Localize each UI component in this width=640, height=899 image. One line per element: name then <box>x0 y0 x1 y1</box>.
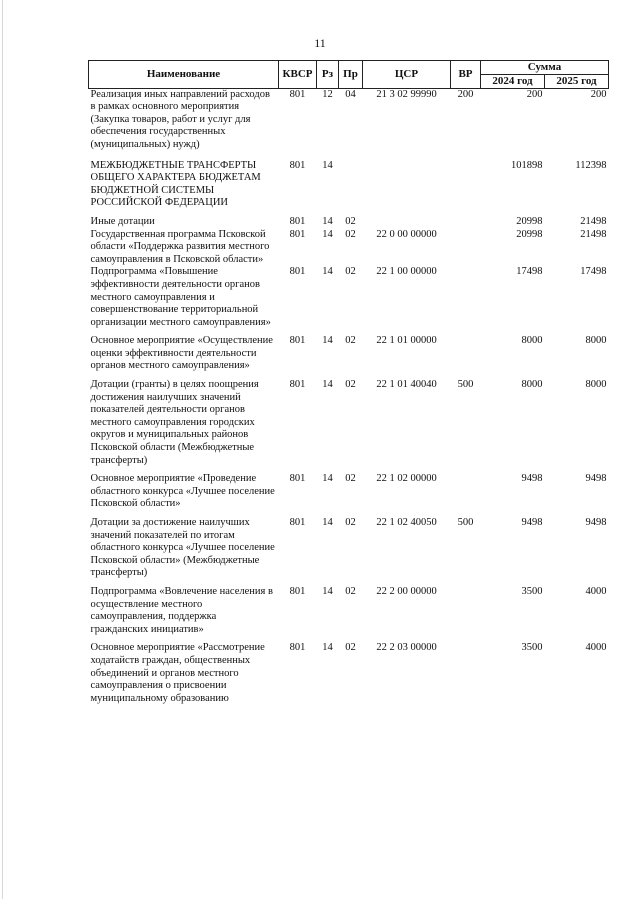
cell-rz: 14 <box>322 228 333 240</box>
cell-kvsr: 801 <box>289 335 306 347</box>
budget-table <box>88 60 609 705</box>
cell-pr: 02 <box>345 517 356 528</box>
cell-pr: 04 <box>345 88 356 100</box>
cell-csr: 21 3 02 99990 <box>376 88 437 100</box>
cell-vr <box>451 586 481 642</box>
cell-csr: 22 2 03 00000 <box>376 642 437 654</box>
cell-vr <box>451 335 481 379</box>
cell-name: Иные дотации <box>90 215 155 227</box>
table-row <box>89 586 609 642</box>
cell-2024: 9498 <box>521 473 543 485</box>
table-body <box>89 88 609 705</box>
cell-csr: 22 1 02 00000 <box>376 473 437 485</box>
cell-csr <box>363 216 451 229</box>
table-row <box>89 473 609 517</box>
cell-name: Основное мероприятие «Осуществление оценки эффективности деятельности органов местного самоуправления» <box>90 335 273 372</box>
cell-vr <box>451 229 481 267</box>
cell-2025: 112398 <box>575 159 607 171</box>
cell-name: Подпрограмма «Повышение эффективности деятельности органов местного самоуправления и совершенствование территориальной организации местного самоуправления» <box>90 266 271 328</box>
cell-kvsr: 801 <box>289 88 306 100</box>
cell-2024: 17498 <box>516 266 543 278</box>
header-sum: Сумма <box>481 61 609 75</box>
cell-pr: 02 <box>345 473 356 485</box>
cell-2025: 9498 <box>585 517 607 528</box>
cell-kvsr: 801 <box>289 159 306 171</box>
cell-pr: 02 <box>345 215 356 227</box>
cell-csr: 22 1 01 00000 <box>376 335 437 347</box>
cell-pr: 02 <box>345 266 356 278</box>
cell-2024: 3500 <box>521 585 543 597</box>
cell-name: Подпрограмма «Вовлечение населения в осуществление местного самоуправления, поддержка гражданских инициатив» <box>90 585 273 635</box>
header-pr: Пр <box>339 61 363 89</box>
header-kvsr: КВСР <box>279 61 317 89</box>
cell-2025: 8000 <box>585 379 607 391</box>
cell-kvsr: 801 <box>289 473 306 485</box>
cell-pr: 02 <box>345 585 356 597</box>
table-row <box>89 216 609 229</box>
header-year-2024: 2024 год <box>481 74 545 88</box>
cell-pr: 02 <box>345 335 356 347</box>
table-row <box>89 642 609 705</box>
header-year-2025: 2025 год <box>545 74 609 88</box>
page-number: 11 <box>314 36 326 50</box>
cell-2025: 9498 <box>585 473 607 485</box>
cell-rz: 12 <box>322 88 333 100</box>
cell-rz: 14 <box>322 335 333 347</box>
table-row <box>89 517 609 586</box>
header-vr: ВР <box>451 61 481 89</box>
cell-kvsr: 801 <box>289 215 306 227</box>
header-csr: ЦСР <box>363 61 451 89</box>
cell-vr <box>451 160 481 216</box>
cell-csr: 22 1 00 00000 <box>376 266 437 278</box>
cell-vr: 500 <box>457 517 474 528</box>
cell-rz: 14 <box>322 266 333 278</box>
cell-2025: 21498 <box>580 215 607 227</box>
cell-2024: 200 <box>526 88 543 100</box>
cell-rz: 14 <box>322 215 333 227</box>
cell-name: Основное мероприятие «Рассмотрение ходатайств граждан, общественных объединений и органов местного самоуправления о присвоении муниципальному образованию <box>90 642 265 704</box>
cell-2025: 4000 <box>585 642 607 654</box>
table-row <box>89 229 609 267</box>
cell-rz: 14 <box>322 642 333 654</box>
cell-name: МЕЖБЮДЖЕТНЫЕ ТРАНСФЕРТЫ ОБЩЕГО ХАРАКТЕРА БЮДЖЕТАМ БЮДЖЕТНОЙ СИСТЕМЫ РОССИЙСКОЙ ФЕДЕРАЦИИ <box>90 159 261 209</box>
cell-2025: 17498 <box>580 266 607 278</box>
cell-2025: 21498 <box>580 228 607 240</box>
cell-kvsr: 801 <box>289 379 306 391</box>
table-row <box>89 160 609 216</box>
cell-pr <box>339 160 363 216</box>
cell-name: Дотации (гранты) в целях поощрения достижения наилучших значений показателей деятельности органов местного самоуправления городских округов и муниципальных районов Псковской области (Межбюджетные трансферты) <box>90 379 259 466</box>
cell-name: Дотации за достижение наилучших значений показателей по итогам областного конкурса «Лучшее поселение Псковской области» (Межбюджетные трансферты) <box>90 517 275 579</box>
cell-name: Государственная программа Псковской области «Поддержка развития местного самоуправления в Псковской области» <box>90 228 270 265</box>
cell-2024: 20998 <box>516 215 543 227</box>
cell-pr: 02 <box>345 379 356 391</box>
cell-2024: 8000 <box>521 379 543 391</box>
cell-vr <box>451 473 481 517</box>
cell-2024: 3500 <box>521 642 543 654</box>
header-rz: Рз <box>317 61 339 89</box>
table-row <box>89 335 609 379</box>
cell-rz: 14 <box>322 159 333 171</box>
cell-csr: 22 2 00 00000 <box>376 585 437 597</box>
table-row <box>89 88 609 159</box>
cell-kvsr: 801 <box>289 585 306 597</box>
cell-rz: 14 <box>322 379 333 391</box>
cell-vr <box>451 642 481 705</box>
cell-2024: 8000 <box>521 335 543 347</box>
cell-2025: 200 <box>590 88 607 100</box>
cell-vr: 200 <box>457 88 474 100</box>
cell-name: Основное мероприятие «Проведение областного конкурса «Лучшее поселение Псковской области» <box>90 473 275 510</box>
cell-name: Реализация иных направлений расходов в рамках основного мероприятия (Закупка товаров, работ и услуг для обеспечения государственных (муниципальных) нужд) <box>90 88 270 150</box>
cell-kvsr: 801 <box>289 517 306 528</box>
cell-2024: 9498 <box>521 517 543 528</box>
cell-rz: 14 <box>322 473 333 485</box>
cell-2025: 4000 <box>585 585 607 597</box>
cell-pr: 02 <box>345 228 356 240</box>
cell-kvsr: 801 <box>289 228 306 240</box>
cell-vr: 500 <box>457 379 474 391</box>
table-row <box>89 266 609 335</box>
cell-csr: 22 1 01 40040 <box>376 379 437 391</box>
cell-2025: 8000 <box>585 335 607 347</box>
cell-kvsr: 801 <box>289 642 306 654</box>
header-name: Наименование <box>89 61 279 89</box>
cell-2024: 101898 <box>511 159 543 171</box>
cell-2024: 20998 <box>516 228 543 240</box>
cell-csr: 22 1 02 40050 <box>376 517 437 528</box>
cell-csr: 22 0 00 00000 <box>376 228 437 240</box>
cell-csr <box>363 160 451 216</box>
cell-kvsr: 801 <box>289 266 306 278</box>
table-row <box>89 379 609 473</box>
cell-vr <box>451 216 481 229</box>
cell-rz: 14 <box>322 585 333 597</box>
cell-rz: 14 <box>322 517 333 528</box>
cell-vr <box>451 266 481 335</box>
scan-edge-line <box>2 0 3 899</box>
cell-pr: 02 <box>345 642 356 654</box>
